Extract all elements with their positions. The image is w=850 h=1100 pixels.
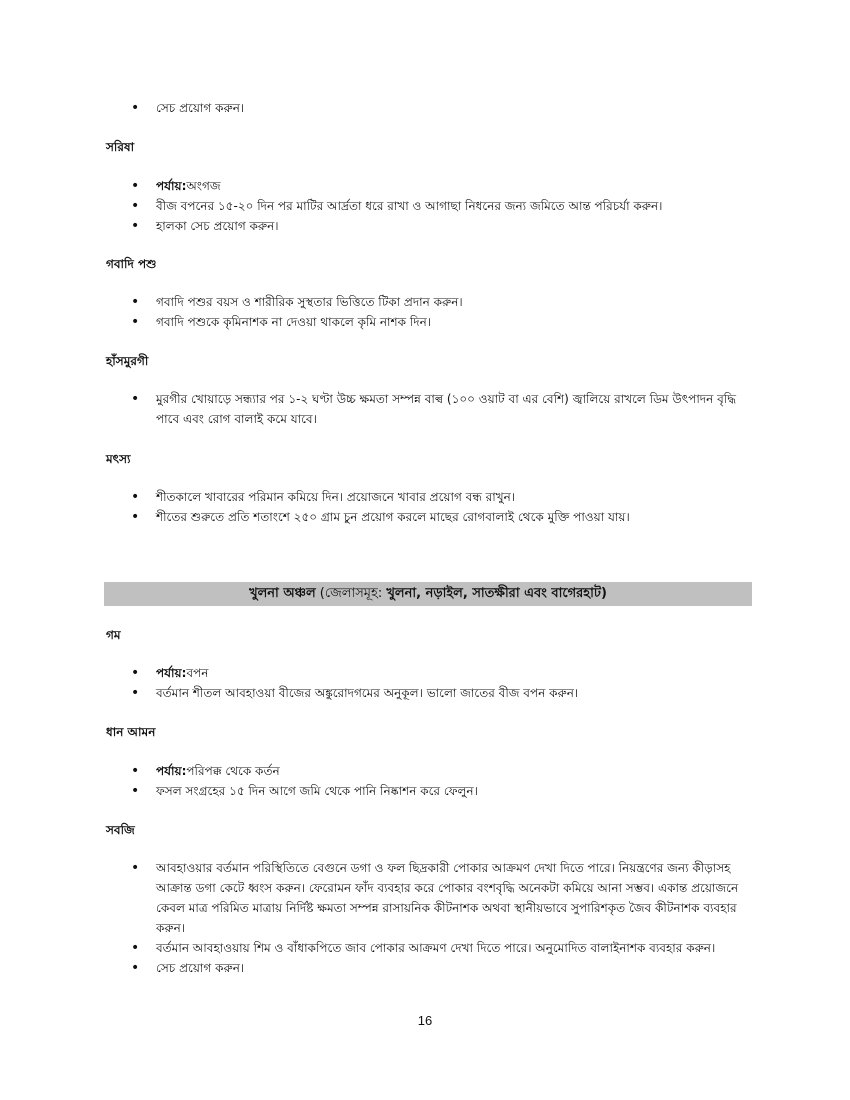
page-number: 16: [417, 1013, 433, 1028]
list-item-stage: [106, 761, 752, 781]
section-heading-vegetables: সবজি: [106, 823, 135, 837]
section-heading-fish: মৎস্য: [106, 452, 131, 466]
vegetables-list: [106, 858, 752, 978]
mustard-list: [106, 176, 752, 236]
list-item: • হালকা সেচ প্রয়োগ করুন।: [106, 216, 752, 236]
aman-rice-list: [106, 761, 752, 801]
region-close-paren: ): [600, 586, 607, 601]
stage-label: পর্যায়:: [156, 666, 187, 680]
poultry-list: [106, 389, 752, 429]
list-item: • বর্তমান আবহাওয়ায় শিম ও বাঁধাকপিতে জাব পোকার আক্রমণ দেখা দিতে পারে। অনুমোদিত বালাইনাশক ব্যবহার করুন।: [106, 938, 752, 958]
list-item: • শীতের শুরুতে প্রতি শতাংশে ২৫০ গ্রাম চুন প্রয়োগ করলে মাছের রোগবালাই থেকে মুক্তি পাওয়া যায়।: [106, 507, 752, 527]
list-item: • সেচ প্রয়োগ করুন।: [106, 98, 752, 118]
section-heading-aman-rice: ধান আমন: [106, 725, 156, 739]
stage-value: অংগজ: [186, 179, 221, 193]
stage-value: পরিপক্ক থেকে কর্তন: [186, 764, 280, 778]
region-districts: খুলনা, নড়াইল, সাতক্ষীরা এবং বাগেরহাট: [386, 586, 601, 601]
wheat-list: [106, 663, 752, 703]
list-item: • শীতকালে খাবারের পরিমান কমিয়ে দিন। প্রয়োজনে খাবার প্রয়োগ বন্ধ রাখুন।: [106, 487, 752, 507]
stage-value: বপন: [186, 666, 209, 680]
list-item: • গবাদি পশুর বয়স ও শারীরিক সুস্থতার ভিত্তিতে টিকা প্রদান করুন।: [106, 292, 752, 312]
region-name: খুলনা অঞ্চল: [249, 586, 316, 601]
list-item: • বীজ বপনের ১৫-২০ দিন পর মাটির আর্দ্রতা ধরে রাখা ও আগাছা নিধনের জন্য জমিতে আন্ত পরিচর্যা করুন।: [106, 196, 752, 216]
list-item-stage: [106, 663, 752, 683]
region-districts-label: (জেলাসমূহ:: [315, 586, 387, 601]
list-item: • আবহাওয়ার বর্তমান পরিস্থিতিতে বেগুনে ডগা ও ফল ছিদ্রকারী পোকার আক্রমণ দেখা দিতে পারে। নিয়ন্ত্রণের জন্য কীড়াসহ আক্রান্ত ডগা কেটে ধ্বংস করুন। ফেরোমন ফাঁদ ব্যবহার করে পোকার বংশবৃদ্ধি অনেকটা কমিয়ে আনা সম্ভব। একান্ত প্রয়োজনে কেবল মাত্র পরিমিত মাত্রায় নির্দিষ্ট ক্ষমতা সম্পন্ন রাসায়নিক কীটনাশক অথবা স্থানীয়ভাবে সুপারিশকৃত জৈব কীটনাশক ব্যবহার করুন।: [106, 858, 752, 938]
section-heading-mustard: সরিষা: [106, 140, 135, 154]
list-item-stage: [106, 176, 752, 196]
region-banner: [104, 582, 752, 606]
list-item: • ফসল সংগ্রহের ১৫ দিন আগে জমি থেকে পানি নিষ্কাশন করে ফেলুন।: [106, 781, 752, 801]
stage-label: পর্যায়:: [156, 179, 187, 193]
section-heading-wheat: গম: [106, 628, 121, 642]
list-item: • গবাদি পশুকে কৃমিনাশক না দেওয়া থাকলে কৃমি নাশক দিন।: [106, 312, 752, 332]
cattle-list: [106, 292, 752, 332]
list-item: • বর্তমান শীতল আবহাওয়া বীজের অঙ্কুরোদগমের অনুকূল। ভালো জাতের বীজ বপন করুন।: [106, 683, 752, 703]
fish-list: [106, 487, 752, 527]
list-item: • সেচ প্রয়োগ করুন।: [106, 958, 752, 978]
section-heading-cattle: গবাদি পশু: [106, 257, 157, 271]
list-item: • মুরগীর খোয়াড়ে সন্ধ্যার পর ১-২ ঘণ্টা উচ্চ ক্ষমতা সম্পন্ন বাল্ব (১০০ ওয়াট বা এর বেশি) জ্বালিয়ে রাখলে ডিম উৎপাদন বৃদ্ধি পাবে এবং রোগ বালাই কমে যাবে।: [106, 389, 752, 429]
irrigation-list: [106, 98, 752, 118]
section-heading-poultry: হাঁসমুরগী: [106, 354, 149, 368]
stage-label: পর্যায়:: [156, 764, 187, 778]
